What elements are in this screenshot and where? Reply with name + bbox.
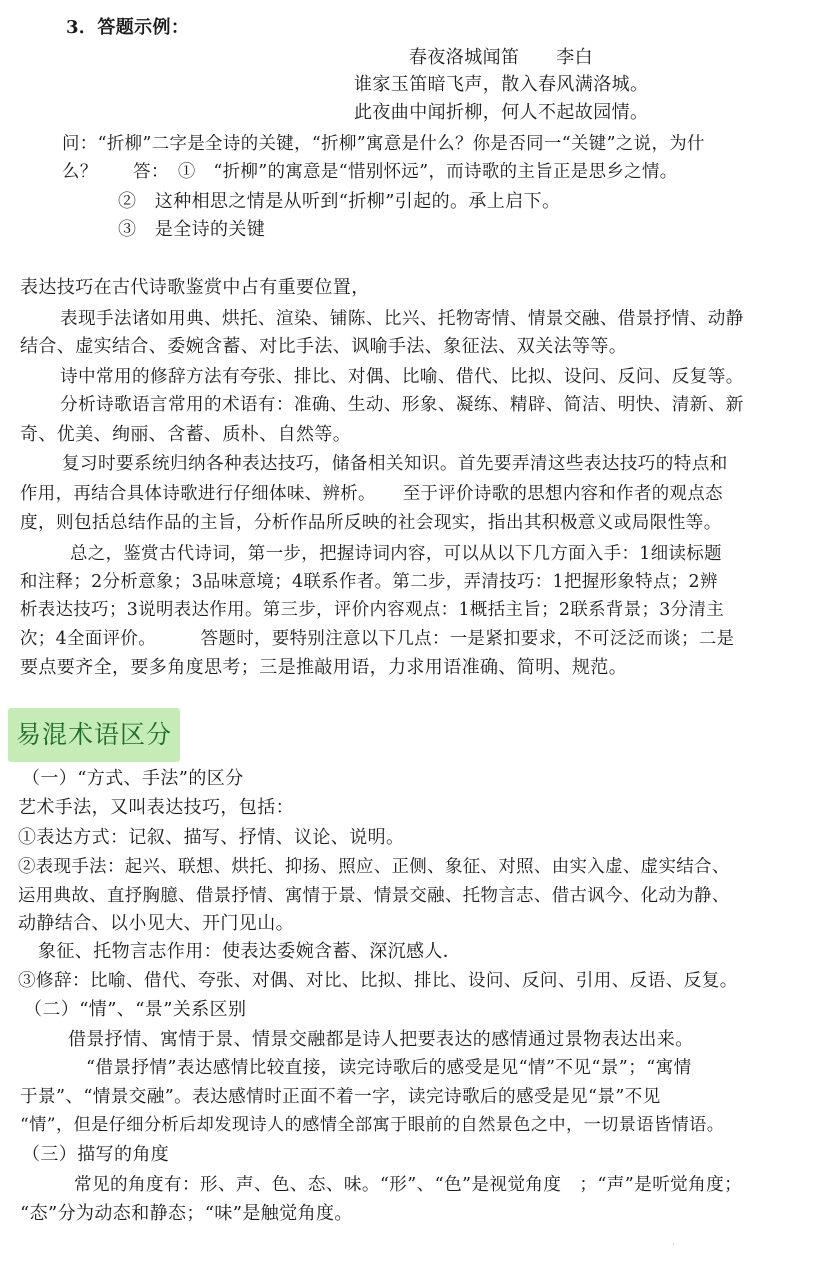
techniques-line-12: 析表达技巧；3说明表达作用。第三步，评价内容观点：1概括主旨；2联系背景；3分清主 [20, 600, 725, 620]
poem-title: 春夜洛城闻笛 李白 [409, 47, 593, 68]
terms-line-11: “情”，但是仔细分析后却发现诗人的感情全部寓于眼前的自然景色之中，一切景语皆情语。 [20, 1115, 725, 1135]
techniques-line-8: 作用，再结合具体诗歌进行仔细体味、辨析。 至于评价诗歌的思想内容和作者的观点态 [20, 484, 723, 504]
answer-3: ③ 是全诗的关键 [118, 219, 266, 240]
poem-line-1: 谁家玉笛暗飞声，散入春风满洛城。 [354, 74, 649, 95]
footer-mark: · [672, 1240, 676, 1251]
section-heading: 易混术语区分 [16, 720, 173, 749]
subheading-1: （一）“方式、手法”的区分 [22, 768, 244, 789]
terms-line-6: 象征、托物言志作用：使表达委婉含蓄、深沉感人． [38, 941, 462, 962]
techniques-line-10: 总之，鉴赏古代诗词，第一步，把握诗词内容，可以从以下几方面入手：1细读标题 [70, 544, 722, 564]
terms-line-8: 借景抒情、寓情于景、情景交融都是诗人把要表达的感情通过景物表达出来。 [68, 1029, 694, 1050]
terms-line-5: 动静结合、以小见大、开门见山。 [18, 913, 294, 934]
subheading-3: （三）描写的角度 [22, 1144, 170, 1165]
terms-line-12: 常见的角度有：形、声、色、态、味。“形”、“色”是视觉角度 ；“声”是听觉角度； [74, 1175, 743, 1195]
terms-line-4: 运用典故、直抒胸臆、借景抒情、寓情于景、情景交融、托物言志、借古讽今、化动为静、 [18, 886, 730, 906]
terms-line-7: ③修辞：比喻、借代、夸张、对偶、对比、比拟、排比、设问、反问、引用、反语、反复。 [18, 971, 738, 991]
terms-line-3: ②表现手法：起兴、联想、烘托、抑扬、照应、正侧、象征、对照、由实入虚、虚实结合、 [18, 857, 730, 877]
question-line-1: 问：“折柳”二字是全诗的关键，“折柳”寓意是什么？你是否同一“关键”之说，为什 [62, 134, 705, 154]
techniques-line-2: 表现手法诸如用典、烘托、渲染、铺陈、比兴、托物寄情、情景交融、借景抒情、动静 [60, 309, 744, 329]
techniques-line-14: 要点要齐全，要多角度思考；三是推敲用语，力求用语准确、简明、规范。 [20, 657, 628, 678]
terms-line-10: 于景”、“情景交融”。表达感情时正面不着一字，读完诗歌后的感受是见“景”不见 [20, 1087, 661, 1107]
techniques-intro: 表达技巧在古代诗歌鉴赏中占有重要位置， [20, 277, 370, 298]
techniques-line-9: 度，则包括总结作品的主旨，分析作品所反映的社会现实，指出其积极意义或局限性等。 [20, 513, 722, 533]
subheading-2: （二）“情”、“景”关系区别 [24, 999, 247, 1020]
example-heading: 3．答题示例： [66, 17, 190, 38]
terms-line-2: ①表达方式：记叙、描写、抒情、议论、说明。 [18, 827, 405, 848]
terms-line-9: “借景抒情”表达感情比较直接，读完诗歌后的感受是见“情”不见“景”；“寓情 [86, 1058, 692, 1078]
techniques-line-7: 复习时要系统归纳各种表达技巧，储备相关知识。首先要弄清这些表达技巧的特点和 [62, 454, 728, 474]
terms-line-1: 艺术手法，又叫表达技巧，包括： [18, 797, 294, 818]
answer-2: ② 这种相思之情是从听到“折柳”引起的。承上启下。 [118, 191, 561, 212]
techniques-line-3: 结合、虚实结合、委婉含蓄、对比手法、讽喻手法、象征法、双关法等等。 [20, 336, 628, 357]
question-line-2: 么？ 答： ① “折柳”的寓意是“惜别怀远”，而诗歌的主旨正是思乡之情。 [62, 162, 678, 182]
techniques-line-4: 诗中常用的修辞方法有夸张、排比、对偶、比喻、借代、比拟、设问、反问、反复等。 [60, 367, 744, 387]
techniques-line-6: 奇、优美、绚丽、含蓄、质朴、自然等。 [20, 424, 352, 445]
techniques-line-13: 次；4全面评价。 答题时，要特别注意以下几点：一是紧扣要求，不可泛泛而谈；二是 [20, 629, 735, 649]
techniques-line-11: 和注释；2分析意象；3品味意境；4联系作者。第二步，弄清技巧：1把握形象特点；2辨 [20, 572, 718, 592]
techniques-line-5: 分析诗歌语言常用的术语有：准确、生动、形象、凝练、精辟、简洁、明快、清新、新 [60, 395, 744, 415]
terms-line-13: “态”分为动态和静态；“味”是触觉角度。 [20, 1203, 353, 1224]
poem-line-2: 此夜曲中闻折柳，何人不起故园情。 [354, 102, 649, 123]
